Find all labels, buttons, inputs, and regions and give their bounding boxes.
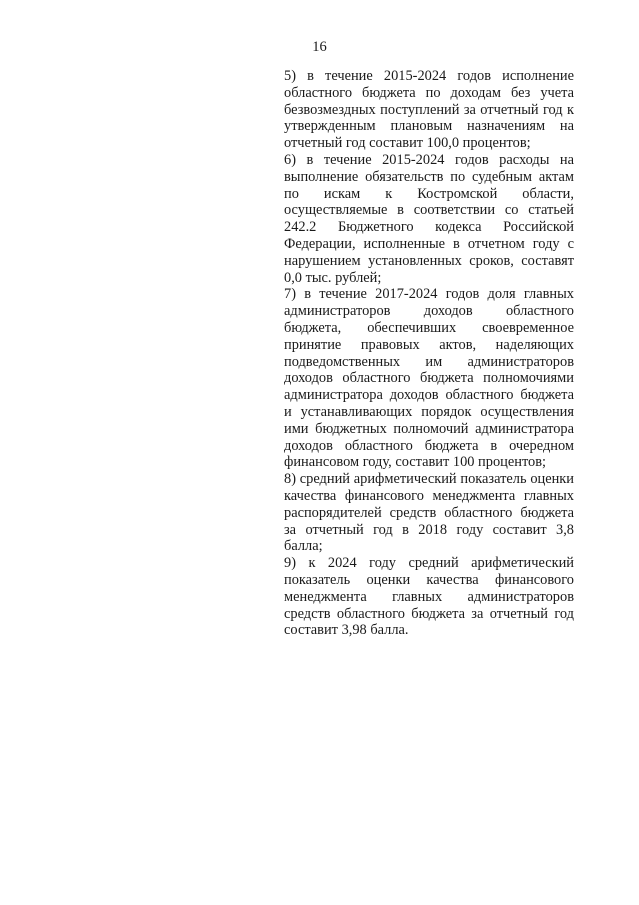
page-number: 16 [312,39,327,55]
list-item-8: 8) средний арифметический показатель оценки качества финансового менеджмента главных распорядителей средств областного бюджета за отчетный год в 2018 году составит 3,8 балла; [284,471,574,555]
list-item-5: 5) в течение 2015-2024 годов исполнение областного бюджета по доходам без учета безвозмездных поступлений за отчетный год к утвержденным плановым назначениям на отчетный год составит 100,0 процентов; [284,68,574,152]
list-item-7: 7) в течение 2017-2024 годов доля главных администраторов доходов областного бюджета, обеспечивших своевременное принятие правовых актов, наделяющих подведомственных им администраторов доходов областного бюджета полномочиями администратора доходов областного бюджета и устанавливающих порядок осуществления ими бюджетных полномочий администратора доходов областного бюджета в очередном финансовом году, составит 100 процентов; [284,286,574,471]
list-item-9: 9) к 2024 году средний арифметический показатель оценки качества финансового менеджмента главных администраторов средств областного бюджета за отчетный год составит 3,98 балла. [284,555,574,639]
document-body [284,68,574,639]
list-item-6: 6) в течение 2015-2024 годов расходы на выполнение обязательств по судебным актам по искам к Костромской области, осуществляемые в соответствии со статьей 242.2 Бюджетного кодекса Российской Федерации, исполненные в отчетном году с нарушением установленных сроков, составят 0,0 тыс. рублей; [284,151,574,286]
